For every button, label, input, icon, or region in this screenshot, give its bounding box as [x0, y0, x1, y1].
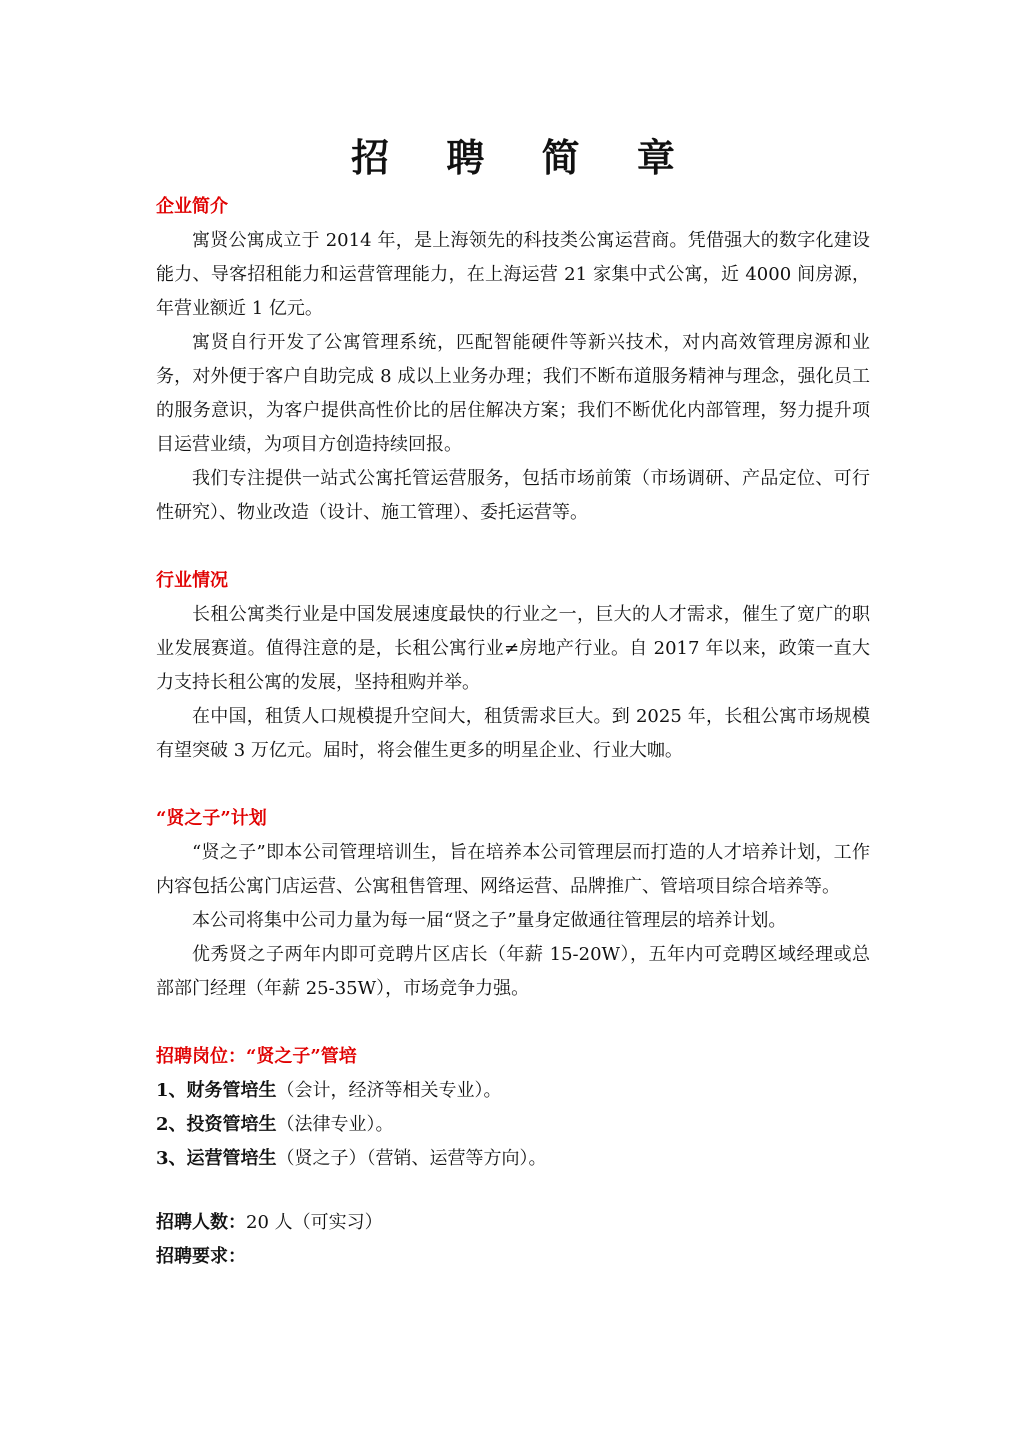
section-company	[156, 190, 870, 530]
paragraph: 优秀贤之子两年内即可竞聘片区店长（年薪 15-20W），五年内可竞聘区域经理或总部部门经理（年薪 25-35W），市场竞争力强。	[156, 944, 870, 999]
position-number: 2、	[156, 1114, 187, 1135]
spacer	[156, 1006, 870, 1040]
paragraph: 在中国，租赁人口规模提升空间大，租赁需求巨大。到 2025 年，长租公寓市场规模有望突破 3 万亿元。届时，将会催生更多的明星企业、行业大咖。	[156, 706, 870, 761]
paragraph: 本公司将集中公司力量为每一届“贤之子”量身定做通往管理层的培养计划。	[192, 910, 787, 931]
section-heading-company: 企业简介	[156, 196, 228, 217]
position-note: （法律专业）。	[276, 1114, 394, 1135]
recruit-count-label: 招聘人数：	[156, 1212, 246, 1233]
position-note: （会计，经济等相关专业）。	[276, 1080, 502, 1101]
page-title: 招 聘 简 章	[351, 135, 697, 180]
recruit-requirements	[156, 1240, 870, 1274]
position-name: 投资管培生	[186, 1114, 277, 1135]
section-heading-positions: 招聘岗位：“贤之子”管培	[156, 1046, 357, 1067]
position-name: 财务管培生	[186, 1080, 277, 1101]
position-note: （贤之子）（营销、运营等方向）。	[276, 1148, 547, 1169]
position-item	[156, 1142, 870, 1176]
paragraph: “贤之子”即本公司管理培训生，旨在培养本公司管理层而打造的人才培养计划，工作内容包括公寓门店运营、公寓租售管理、网络运营、品牌推广、管培项目综合培养等。	[156, 842, 870, 897]
paragraph: 寓贤自行开发了公寓管理系统，匹配智能硬件等新兴技术，对内高效管理房源和业务，对外便于客户自助完成 8 成以上业务办理；我们不断布道服务精神与理念，强化员工的服务意识，为客户提供高性价比的居住解决方案；我们不断优化内部管理，努力提升项目运营业绩，为项目方创造持续回报。	[156, 332, 870, 455]
paragraph: 我们专注提供一站式公寓托管运营服务，包括市场前策（市场调研、产品定位、可行性研究）、物业改造（设计、施工管理）、委托运营等。	[156, 468, 870, 523]
position-number: 1、	[156, 1080, 187, 1101]
section-heading-industry: 行业情况	[156, 570, 228, 591]
position-list	[156, 1074, 870, 1176]
position-item	[156, 1108, 870, 1142]
section-plan	[156, 802, 870, 1006]
section-industry	[156, 564, 870, 768]
position-number: 3、	[156, 1148, 187, 1169]
document-page	[156, 120, 870, 1274]
recruit-count-value: 20 人（可实习）	[246, 1212, 383, 1233]
paragraph: 寓贤公寓成立于 2014 年，是上海领先的科技类公寓运营商。凭借强大的数字化建设能力、导客招租能力和运营管理能力，在上海运营 21 家集中式公寓，近 4000 间房源，年营业额近 1 亿元。	[156, 230, 870, 319]
position-name: 运营管培生	[186, 1148, 277, 1169]
recruit-requirements-label: 招聘要求：	[156, 1246, 246, 1267]
spacer	[156, 1176, 870, 1206]
spacer	[156, 530, 870, 564]
spacer	[156, 768, 870, 802]
section-recruit-info	[156, 1206, 870, 1274]
section-positions	[156, 1040, 870, 1176]
paragraph: 长租公寓类行业是中国发展速度最快的行业之一，巨大的人才需求，催生了宽广的职业发展赛道。值得注意的是，长租公寓行业≠房地产行业。自 2017 年以来，政策一直大力支持长租公寓的发展，坚持租购并举。	[156, 604, 870, 693]
section-heading-plan: “贤之子”计划	[156, 808, 267, 829]
position-item	[156, 1074, 870, 1108]
recruit-count	[156, 1206, 870, 1240]
